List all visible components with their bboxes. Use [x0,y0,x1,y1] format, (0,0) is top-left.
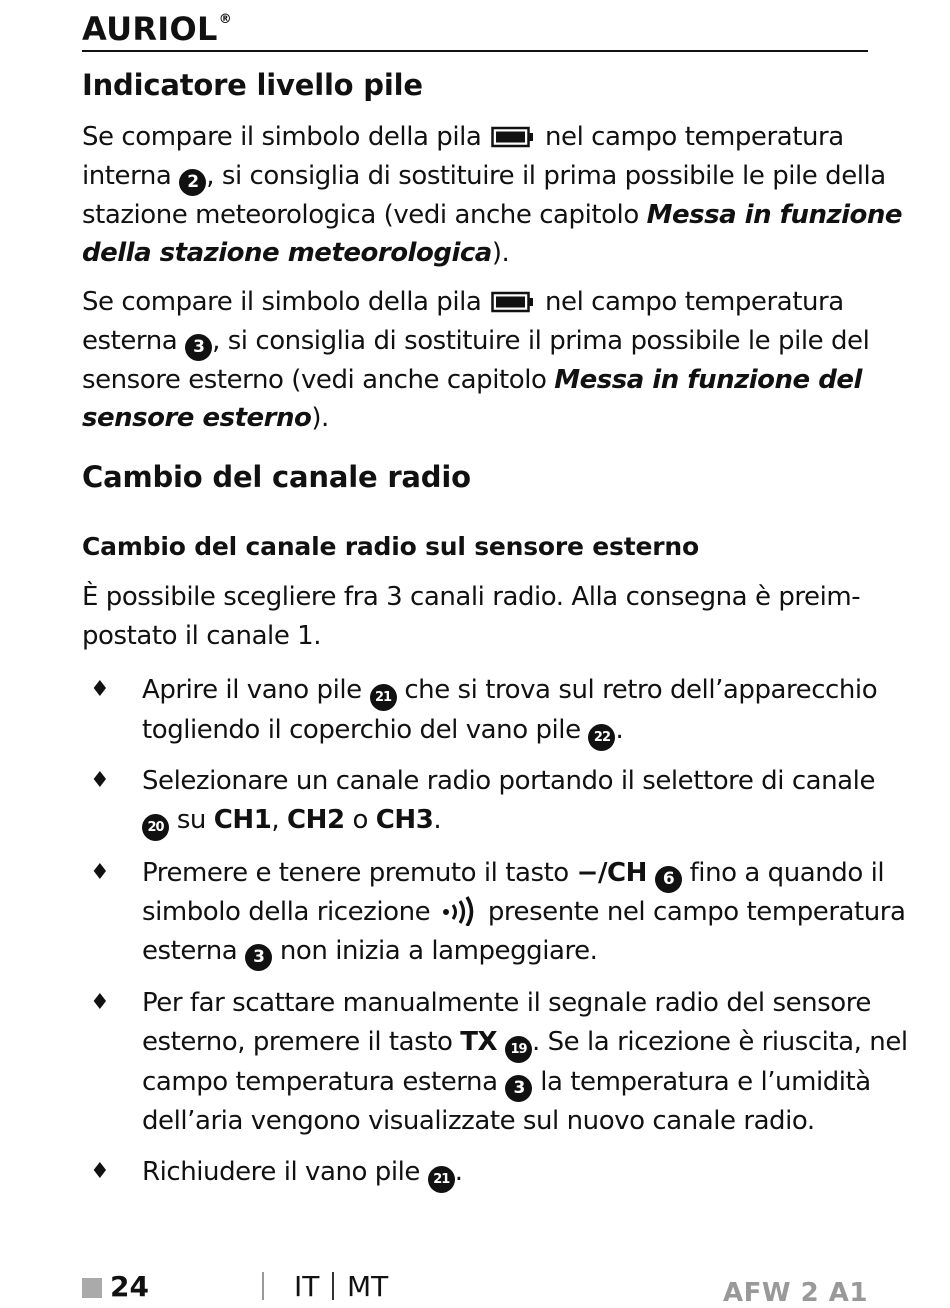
bullet-icon: ♦ [90,768,110,793]
footer-divider [262,1272,264,1300]
battery-icon [491,291,535,313]
callout-number: 3 [505,1075,532,1102]
page-footer [82,1268,868,1308]
callout-number: 20 [142,814,169,841]
brand-header [82,6,868,52]
callout-number: 22 [588,724,615,751]
paragraph-intro: È possibile scegliere fra 3 canali radio. Alla consegna è preim- postato il canale 1. [82,582,861,651]
callout-number: 2 [179,169,206,196]
section-title-radio: Cambio del canale radio [82,460,471,494]
bullet-icon: ♦ [90,860,110,885]
battery-icon [491,126,535,148]
footer-divider [332,1272,334,1300]
section-title-battery: Indicatore livello pile [82,68,423,102]
page-marker-icon [82,1278,102,1298]
brand-logo: AURIOL® [82,10,233,48]
bullet-icon: ♦ [90,677,110,702]
callout-number: 19 [505,1036,532,1063]
manual-page: AURIOL® Indicatore livello pile Se compare il simbolo della pila nel campo temperatura interna 2 , si consiglia di sostituire il prima possibile le pile della stazione meteorologica (vedi anche capitolo Messa in funzione della stazione meteorologica). Se compare il simbolo della pila nel campo temperatura esterna 3 , si consiglia di sostituire il prima possibile le pile del sensore esterno (vedi anche capitolo Messa in funzione del sensore esterno). Cambio del canale radio Cambio del canale radio sul sensore esterno È possibile scegliere fra 3 canali radio. Alla consegna è preim- postato il canale 1. ♦ Aprire il vano pile 21 che si trova sul retro dell’apparecchio togliendo il coperchio del vano pile 22 . ♦ Selezionare un canale radio portando il selettore di canale 20 su CH1, CH2 o CH3. ♦ Premere e tenere premuto il tasto −/CH 6 fino a quando il simbolo della ricezione presente nel campo temperatura esterna 3 non inizia a lampeggiare. ♦ Per far scattare manualmente il segnale radio del sensore esterno, premere il tasto TX 19 . Se la ricezione è riuscita, nel campo temperatura esterna 3 la temperatura e l’umidità dell’aria vengono visualizzate sul nuovo canale radio. ♦ Richiudere il vano pile 21 . 24 IT MT AFW 2 A1 [82,0,868,1305]
bullet-icon: ♦ [90,990,110,1015]
paragraph-battery-external: Se compare il simbolo della pila nel campo temperatura esterna 3 , si consiglia di sostituire il prima possibile le pile del sensore esterno (vedi anche capitolo Messa in funzione del sensore esterno). [82,287,870,433]
callout-number: 3 [185,334,212,361]
model-number: AFW 2 A1 [723,1278,868,1308]
reception-signal-icon [440,896,478,926]
callout-number: 21 [428,1166,455,1193]
callout-number: 6 [655,866,682,893]
callout-number: 21 [370,684,397,711]
language-code: IT [294,1270,320,1303]
callout-number: 3 [245,944,272,971]
bullet-icon: ♦ [90,1159,110,1184]
language-code: MT [347,1270,389,1303]
paragraph-battery-internal: Se compare il simbolo della pila nel campo temperatura interna 2 , si consiglia di sostituire il prima possibile le pile della stazione meteorologica (vedi anche capitolo Messa in funzione della stazione meteorologica). [82,122,903,268]
page-number: 24 [110,1270,149,1303]
subsection-title: Cambio del canale radio sul sensore esterno [82,532,699,561]
